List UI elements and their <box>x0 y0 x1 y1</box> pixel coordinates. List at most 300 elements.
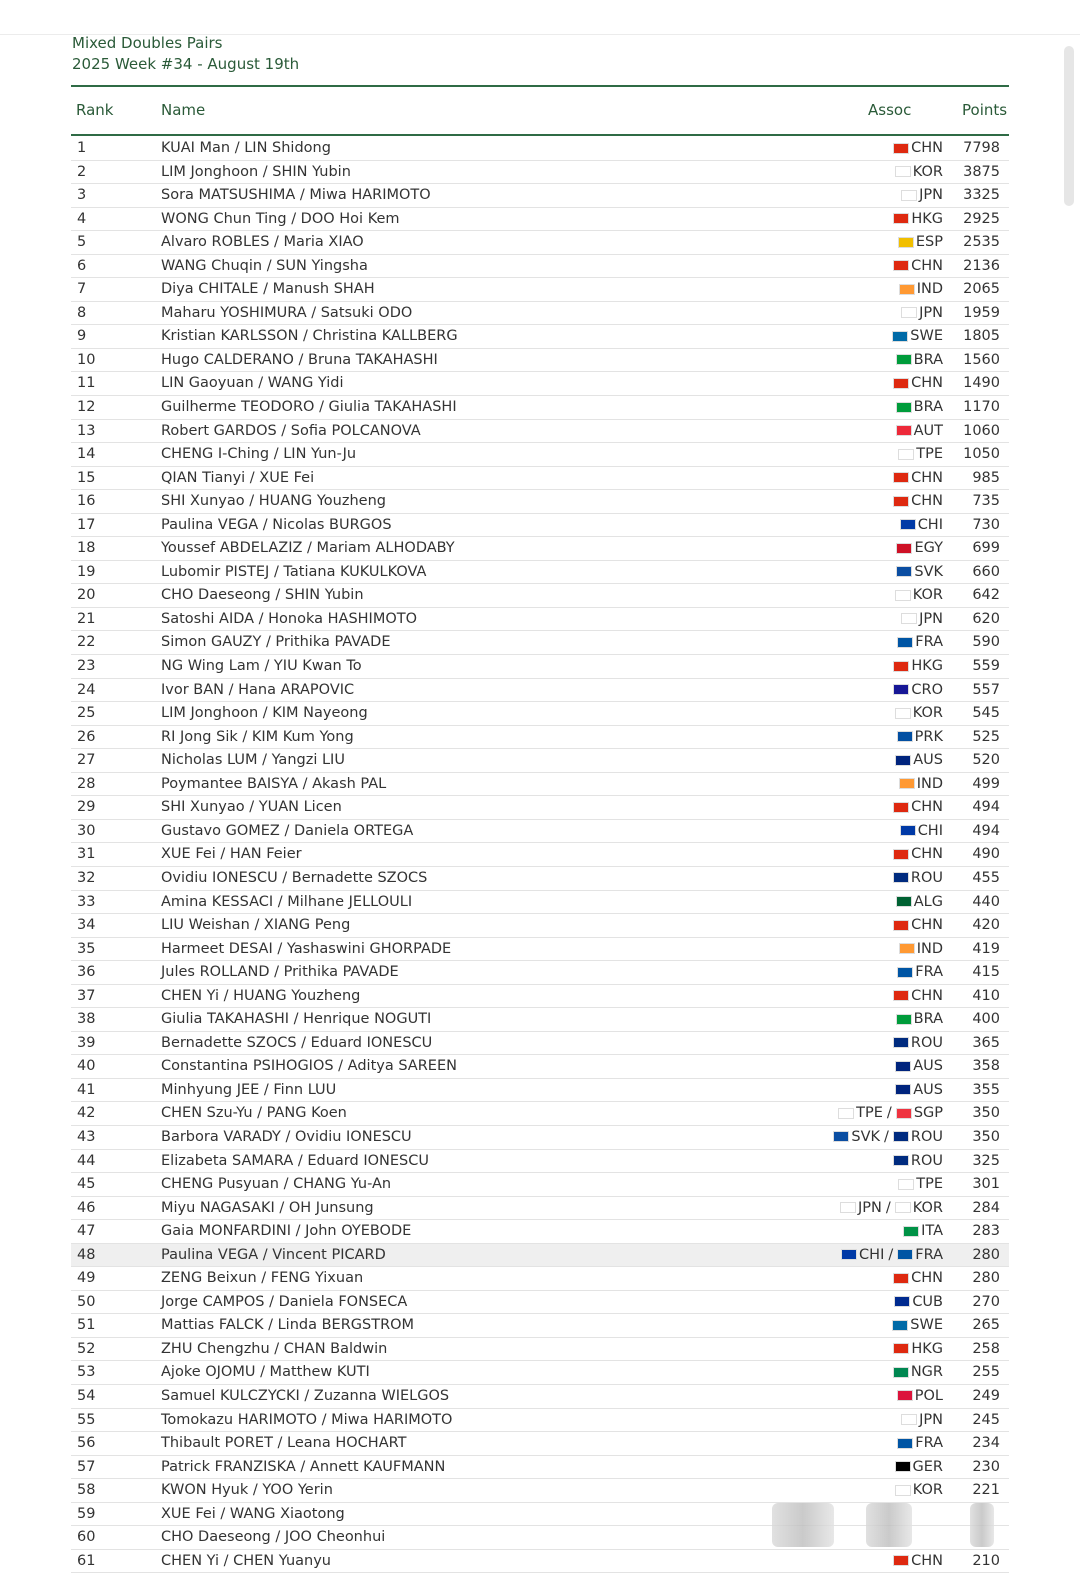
points-cell: 7798 <box>963 140 1000 156</box>
rank-cell: 22 <box>77 634 96 651</box>
table-row[interactable] <box>71 490 1009 514</box>
assoc-separator: / <box>886 1105 892 1122</box>
pair-name-cell: Constantina PSIHOGIOS / Aditya SAREEN <box>161 1058 457 1075</box>
points-cell: 2925 <box>963 210 1000 227</box>
table-row[interactable] <box>71 1197 1009 1221</box>
assoc-column-header[interactable]: Assoc <box>868 101 912 119</box>
flag-icon <box>893 1155 909 1166</box>
assoc-code: ROU <box>910 869 943 886</box>
rank-cell: 61 <box>77 1552 96 1569</box>
table-row[interactable] <box>71 1055 1009 1079</box>
points-cell: 525 <box>972 728 1000 745</box>
pair-name-cell: LIN Gaoyuan / WANG Yidi <box>161 375 344 392</box>
assoc-cell <box>893 1150 943 1172</box>
rank-cell: 20 <box>77 587 96 604</box>
assoc-cell <box>893 914 943 936</box>
rank-cell: 51 <box>77 1317 96 1334</box>
assoc-code: KOR <box>912 1199 943 1216</box>
table-row[interactable] <box>71 1361 1009 1385</box>
rank-cell: 2 <box>77 163 87 180</box>
table-row[interactable] <box>71 891 1009 915</box>
assoc-cell <box>833 1126 943 1148</box>
flag-icon <box>895 1202 911 1213</box>
assoc-code: SVK <box>914 563 943 580</box>
table-row[interactable] <box>71 1102 1009 1126</box>
pair-name-cell: Kristian KARLSSON / Christina KALLBERG <box>161 328 458 345</box>
table-row[interactable] <box>71 608 1009 632</box>
points-cell: 284 <box>972 1199 1000 1216</box>
table-row[interactable] <box>71 1550 1009 1573</box>
table-row[interactable] <box>71 1479 1009 1503</box>
rank-cell: 26 <box>77 728 96 745</box>
rank-cell: 6 <box>77 257 87 274</box>
flag-icon <box>897 967 913 978</box>
table-row[interactable] <box>71 796 1009 820</box>
assoc-code: CHN <box>911 846 943 863</box>
blurred-overlay <box>866 1503 912 1547</box>
pair-name-cell: SHI Xunyao / YUAN Licen <box>161 799 342 816</box>
table-row[interactable] <box>71 1150 1009 1174</box>
flag-icon <box>901 613 917 624</box>
assoc-code: PRK <box>914 728 943 745</box>
table-row[interactable] <box>71 443 1009 467</box>
rank-cell: 28 <box>77 775 96 792</box>
pair-name-cell: Mattias FALCK / Linda BERGSTROM <box>161 1317 415 1334</box>
assoc-cell <box>893 843 943 865</box>
points-cell: 280 <box>972 1246 1000 1263</box>
table-row[interactable] <box>71 208 1009 232</box>
points-cell: 620 <box>972 610 1000 627</box>
assoc-cell <box>893 208 943 230</box>
pair-name-cell: Amina KESSACI / Milhane JELLOULI <box>161 893 413 910</box>
assoc-code: NGR <box>910 1364 943 1381</box>
assoc-code: BRA <box>913 351 943 368</box>
table-row[interactable] <box>71 561 1009 585</box>
pair-name-cell: Harmeet DESAI / Yashaswini GHORPADE <box>161 940 452 957</box>
table-row[interactable] <box>71 184 1009 208</box>
table-row[interactable] <box>71 1409 1009 1433</box>
pair-name-cell: XUE Fei / WANG Xiaotong <box>161 1505 345 1522</box>
assoc-code: BRA <box>913 399 943 416</box>
flag-icon <box>895 1084 911 1095</box>
rank-cell: 29 <box>77 799 96 816</box>
assoc-code: IND <box>916 281 943 298</box>
table-row[interactable] <box>71 843 1009 867</box>
assoc-cell <box>838 1102 943 1124</box>
points-cell: 350 <box>972 1105 1000 1122</box>
table-row[interactable] <box>71 773 1009 797</box>
table-row[interactable] <box>71 679 1009 703</box>
pair-name-cell: Nicholas LUM / Yangzi LIU <box>161 752 345 769</box>
points-cell: 455 <box>972 869 1000 886</box>
assoc-cell <box>893 137 943 159</box>
rank-cell: 16 <box>77 493 96 510</box>
points-cell: 642 <box>972 587 1000 604</box>
assoc-separator: / <box>884 1128 889 1145</box>
table-row[interactable] <box>71 1267 1009 1291</box>
table-row[interactable] <box>71 1456 1009 1480</box>
assoc-cell <box>896 1008 943 1030</box>
rank-cell: 42 <box>77 1105 96 1122</box>
flag-icon <box>893 1037 909 1048</box>
assoc-cell <box>893 1361 943 1383</box>
flag-icon <box>893 472 909 483</box>
flag-icon <box>896 566 912 577</box>
assoc-code: ALG <box>913 893 943 910</box>
assoc-cell <box>897 1385 943 1407</box>
assoc-code: CHI <box>917 822 943 839</box>
pair-name-cell: Ivor BAN / Hana ARAPOVIC <box>161 681 355 698</box>
rank-cell: 45 <box>77 1176 96 1193</box>
rank-cell: 27 <box>77 752 96 769</box>
points-cell: 730 <box>972 516 1000 533</box>
pair-name-cell: Diya CHITALE / Manush SHAH <box>161 281 375 298</box>
rank-cell: 44 <box>77 1152 96 1169</box>
assoc-code: FRA <box>915 1435 943 1452</box>
flag-icon <box>903 1226 919 1237</box>
title-block <box>72 33 299 75</box>
rank-cell: 21 <box>77 610 96 627</box>
assoc-code: CHN <box>911 469 943 486</box>
rank-cell: 39 <box>77 1034 96 1051</box>
assoc-code: IND <box>916 775 943 792</box>
rank-cell: 31 <box>77 846 96 863</box>
points-cell: 230 <box>972 1458 1000 1475</box>
assoc-cell <box>899 938 943 960</box>
assoc-cell <box>897 631 943 653</box>
rank-cell: 46 <box>77 1199 96 1216</box>
assoc-cell <box>900 514 943 536</box>
assoc-cell <box>893 467 943 489</box>
table-row[interactable] <box>71 1032 1009 1056</box>
flag-icon <box>893 684 909 695</box>
table-row[interactable] <box>71 137 1009 161</box>
assoc-code: CHN <box>911 257 943 274</box>
table-row[interactable] <box>71 584 1009 608</box>
table-row[interactable] <box>71 1079 1009 1103</box>
pair-name-cell: Miyu NAGASAKI / OH Junsung <box>161 1199 374 1216</box>
pair-name-cell: KUAI Man / LIN Shidong <box>161 140 331 156</box>
flag-icon <box>895 1485 911 1496</box>
flag-icon <box>897 731 913 742</box>
assoc-code: JPN <box>919 1411 943 1428</box>
table-row[interactable] <box>71 726 1009 750</box>
points-cell: 1959 <box>963 304 1000 321</box>
assoc-cell <box>841 1244 943 1266</box>
assoc-code: HKG <box>911 658 943 675</box>
assoc-code: CUB <box>912 1293 943 1310</box>
pair-name-cell: Tomokazu HARIMOTO / Miwa HARIMOTO <box>161 1411 453 1428</box>
rank-cell: 38 <box>77 1011 96 1028</box>
assoc-code: CHN <box>911 1552 943 1569</box>
flag-icon <box>893 496 909 507</box>
pair-name-cell: CHEN Yi / HUANG Youzheng <box>161 987 361 1004</box>
points-cell: 440 <box>972 893 1000 910</box>
pair-name-cell: XUE Fei / HAN Feier <box>161 846 302 863</box>
points-cell: 355 <box>972 1081 1000 1098</box>
flag-icon <box>894 1296 910 1307</box>
assoc-code: JPN <box>858 1199 882 1216</box>
assoc-cell <box>893 1032 943 1054</box>
assoc-code: SGP <box>913 1105 943 1122</box>
pair-name-cell: ZENG Beixun / FENG Yixuan <box>161 1270 364 1287</box>
blurred-overlay <box>970 1503 994 1547</box>
table-row[interactable] <box>71 349 1009 373</box>
points-cell: 660 <box>972 563 1000 580</box>
assoc-code: IND <box>916 940 943 957</box>
rank-cell: 60 <box>77 1529 96 1546</box>
table-row[interactable] <box>71 961 1009 985</box>
assoc-code: GER <box>912 1458 943 1475</box>
table-row[interactable] <box>71 820 1009 844</box>
table-row[interactable] <box>71 514 1009 538</box>
pair-name-cell: RI Jong Sik / KIM Kum Yong <box>161 728 354 745</box>
assoc-cell <box>901 184 943 206</box>
rank-cell: 35 <box>77 940 96 957</box>
table-row[interactable] <box>71 655 1009 679</box>
pair-name-cell: NG Wing Lam / YIU Kwan To <box>161 658 362 675</box>
flag-icon <box>899 284 915 295</box>
pair-name-cell: Simon GAUZY / Prithika PAVADE <box>161 634 391 651</box>
table-row[interactable] <box>71 396 1009 420</box>
assoc-code: ROU <box>910 1034 943 1051</box>
rank-cell: 12 <box>77 399 96 416</box>
pair-name-cell: CHEN Yi / CHEN Yuanyu <box>161 1552 331 1569</box>
assoc-cell <box>901 1409 943 1431</box>
table-row[interactable] <box>71 467 1009 491</box>
table-row[interactable] <box>71 1432 1009 1456</box>
table-row[interactable] <box>71 278 1009 302</box>
assoc-cell <box>901 302 943 324</box>
assoc-code: CHI <box>859 1246 885 1263</box>
assoc-cell <box>893 796 943 818</box>
flag-icon <box>895 590 911 601</box>
rank-cell: 59 <box>77 1505 96 1522</box>
flag-icon <box>838 1108 854 1119</box>
table-row[interactable] <box>71 325 1009 349</box>
assoc-code: FRA <box>915 634 943 651</box>
pair-name-cell: Minhyung JEE / Finn LUU <box>161 1081 337 1098</box>
flag-icon <box>899 943 915 954</box>
assoc-code: POL <box>914 1387 943 1404</box>
rank-cell: 15 <box>77 469 96 486</box>
points-cell: 283 <box>972 1223 1000 1240</box>
table-row[interactable] <box>71 1338 1009 1362</box>
points-cell: 1560 <box>963 351 1000 368</box>
points-cell: 249 <box>972 1387 1000 1404</box>
assoc-code: SWE <box>910 328 943 345</box>
flag-icon <box>893 1367 909 1378</box>
pair-name-cell: ZHU Chengzhu / CHAN Baldwin <box>161 1340 388 1357</box>
points-cell: 270 <box>972 1293 1000 1310</box>
assoc-cell <box>898 443 943 465</box>
points-cell: 415 <box>972 964 1000 981</box>
rank-cell: 8 <box>77 304 87 321</box>
rank-cell: 3 <box>77 187 87 204</box>
rank-cell: 9 <box>77 328 87 345</box>
table-row[interactable] <box>71 1385 1009 1409</box>
blurred-overlay <box>772 1503 834 1547</box>
table-row[interactable] <box>71 161 1009 185</box>
assoc-cell <box>901 608 943 630</box>
rank-cell: 34 <box>77 917 96 934</box>
points-column-header[interactable]: Points <box>962 101 1008 119</box>
flag-icon <box>897 1390 913 1401</box>
pair-name-cell: CHEN Szu-Yu / PANG Koen <box>161 1105 347 1122</box>
table-row[interactable] <box>71 938 1009 962</box>
assoc-code: HKG <box>911 210 943 227</box>
points-cell: 410 <box>972 987 1000 1004</box>
points-cell: 419 <box>972 940 1000 957</box>
rank-cell: 53 <box>77 1364 96 1381</box>
table-row[interactable] <box>71 420 1009 444</box>
assoc-cell <box>893 490 943 512</box>
points-cell: 494 <box>972 822 1000 839</box>
scrollbar[interactable] <box>1064 46 1074 206</box>
points-cell: 221 <box>972 1482 1000 1499</box>
table-row[interactable] <box>71 631 1009 655</box>
flag-icon <box>893 143 909 154</box>
flag-icon <box>892 331 908 342</box>
assoc-code: CHN <box>911 987 943 1004</box>
assoc-code: TPE <box>916 1176 943 1193</box>
assoc-separator: / <box>885 1199 891 1216</box>
pair-name-cell: CHO Daeseong / SHIN Yubin <box>161 587 364 604</box>
flag-icon <box>895 166 911 177</box>
flag-icon <box>896 1014 912 1025</box>
rank-cell: 57 <box>77 1458 96 1475</box>
flag-icon <box>841 1249 857 1260</box>
flag-icon <box>893 990 909 1001</box>
points-cell: 735 <box>972 493 1000 510</box>
assoc-cell <box>840 1197 943 1219</box>
points-cell: 559 <box>972 658 1000 675</box>
table-row[interactable] <box>71 985 1009 1009</box>
rank-cell: 10 <box>77 351 96 368</box>
pair-name-cell: WANG Chuqin / SUN Yingsha <box>161 257 368 274</box>
assoc-cell <box>897 961 943 983</box>
flag-icon <box>893 378 909 389</box>
table-row[interactable] <box>71 749 1009 773</box>
table-row[interactable] <box>71 302 1009 326</box>
flag-icon <box>899 778 915 789</box>
flag-icon <box>898 449 914 460</box>
table-row[interactable] <box>71 1008 1009 1032</box>
flag-icon <box>901 190 917 201</box>
assoc-cell <box>892 325 943 347</box>
assoc-cell <box>893 372 943 394</box>
assoc-cell <box>895 702 943 724</box>
rank-cell: 19 <box>77 563 96 580</box>
table-row[interactable] <box>71 1173 1009 1197</box>
assoc-code: CRO <box>911 681 943 698</box>
table-row[interactable] <box>71 702 1009 726</box>
pair-name-cell: Giulia TAKAHASHI / Henrique NOGUTI <box>161 1011 432 1028</box>
table-row[interactable] <box>71 914 1009 938</box>
points-cell: 325 <box>972 1152 1000 1169</box>
flag-icon <box>893 872 909 883</box>
assoc-code: TPE <box>916 446 943 463</box>
pair-name-cell: Ajoke OJOMU / Matthew KUTI <box>161 1364 370 1381</box>
rank-cell: 24 <box>77 681 96 698</box>
flag-icon <box>896 402 912 413</box>
pair-name-cell: QIAN Tianyi / XUE Fei <box>161 469 315 486</box>
pair-name-cell: Thibault PORET / Leana HOCHART <box>161 1435 407 1452</box>
assoc-cell <box>903 1220 943 1242</box>
pair-name-cell: Gustavo GOMEZ / Daniela ORTEGA <box>161 822 414 839</box>
assoc-cell <box>896 349 943 371</box>
assoc-code: SVK <box>851 1128 880 1145</box>
ranking-table <box>71 137 1009 1573</box>
assoc-cell <box>893 255 943 277</box>
assoc-cell <box>898 1173 943 1195</box>
rank-cell: 52 <box>77 1340 96 1357</box>
pair-name-cell: Alvaro ROBLES / Maria XIAO <box>161 234 364 251</box>
pair-name-cell: CHENG I-Ching / LIN Yun-Ju <box>161 446 357 463</box>
flag-icon <box>893 802 909 813</box>
rank-cell: 30 <box>77 822 96 839</box>
rank-cell: 37 <box>77 987 96 1004</box>
table-row[interactable] <box>71 867 1009 891</box>
flag-icon <box>896 354 912 365</box>
assoc-code: CHN <box>911 1270 943 1287</box>
pair-name-cell: WONG Chun Ting / DOO Hoi Kem <box>161 210 400 227</box>
points-cell: 1060 <box>963 422 1000 439</box>
pair-name-cell: Lubomir PISTEJ / Tatiana KUKULKOVA <box>161 563 427 580</box>
name-column-header[interactable]: Name <box>161 101 206 119</box>
assoc-cell <box>899 278 943 300</box>
table-row[interactable] <box>71 1291 1009 1315</box>
assoc-code: TPE <box>856 1105 883 1122</box>
points-cell: 3325 <box>963 187 1000 204</box>
table-row[interactable] <box>71 255 1009 279</box>
table-row[interactable] <box>71 1314 1009 1338</box>
flag-icon <box>893 849 909 860</box>
points-cell: 985 <box>972 469 1000 486</box>
pair-name-cell: LIU Weishan / XIANG Peng <box>161 917 351 934</box>
points-cell: 490 <box>972 846 1000 863</box>
rank-column-header[interactable]: Rank <box>76 101 114 119</box>
assoc-code: HKG <box>911 1340 943 1357</box>
pair-name-cell: Satoshi AIDA / Honoka HASHIMOTO <box>161 610 418 627</box>
assoc-cell <box>893 1267 943 1289</box>
table-row[interactable] <box>71 1220 1009 1244</box>
table-row[interactable] <box>71 372 1009 396</box>
table-row[interactable] <box>71 231 1009 255</box>
table-row[interactable] <box>71 1244 1009 1268</box>
points-cell: 245 <box>972 1411 1000 1428</box>
assoc-cell <box>897 1432 943 1454</box>
pair-name-cell: LIM Jonghoon / SHIN Yubin <box>161 163 351 180</box>
points-cell: 2535 <box>963 234 1000 251</box>
flag-icon <box>898 1179 914 1190</box>
assoc-cell <box>896 537 943 559</box>
rank-cell: 56 <box>77 1435 96 1452</box>
assoc-code: AUS <box>913 1058 943 1075</box>
pair-name-cell: Samuel KULCZYCKI / Zuzanna WIELGOS <box>161 1387 450 1404</box>
flag-icon <box>897 637 913 648</box>
assoc-code: FRA <box>915 1246 943 1263</box>
points-cell: 365 <box>972 1034 1000 1051</box>
assoc-code: ITA <box>921 1223 943 1240</box>
table-row[interactable] <box>71 1126 1009 1150</box>
table-row[interactable] <box>71 537 1009 561</box>
pair-name-cell: SHI Xunyao / HUANG Youzheng <box>161 493 386 510</box>
assoc-cell <box>896 396 943 418</box>
assoc-cell <box>899 773 943 795</box>
assoc-cell <box>895 161 943 183</box>
pair-name-cell: Barbora VARADY / Ovidiu IONESCU <box>161 1128 412 1145</box>
